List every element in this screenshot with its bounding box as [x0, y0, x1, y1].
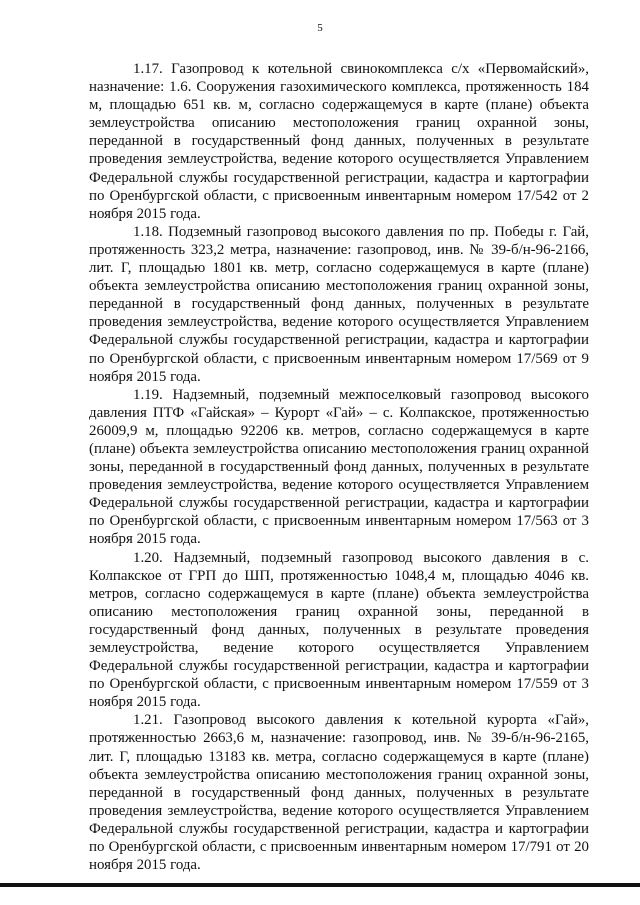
- page-number: 5: [317, 22, 323, 34]
- paragraph-number: 1.19.: [133, 386, 163, 403]
- paragraph-number: 1.18.: [133, 223, 163, 240]
- paragraph-number: 1.21.: [133, 712, 163, 729]
- paragraph-text: Газопровод высокого давления к котельной курорта «Гай», протяженностью 2663,6 м, назначение: газопровод, инв. № 39-б/н-96-2165, лит. Г, площадью 13183 кв. метра, согласно содержащемуся в карте (плане) объекта землеустройства описанию местоположения границ охранной зоны, переданной в государственный фонд данных, полученных в результате проведения землеустройства, ведение которого осуществляется Управлением Федеральной службы государственной регистрации, кадастра и картографии по Оренбургской области, с присвоенным инвентарным номером 17/791 от 20 ноября 2015 года.: [89, 712, 589, 874]
- paragraph-text: Подземный газопровод высокого давления по пр. Победы г. Гай, протяженность 323,2 метра, назначение: газопровод, инв. № 39-б/н-96-2166, лит. Г, площадью 1801 кв. метр, согласно содержащемуся в карте (плане) объекта землеустройства описанию местоположения границ охранной зоны, переданной в государственный фонд данных, полученных в результате проведения землеустройства, ведение которого осуществляется Управлением Федеральной службы государственной регистрации, кадастра и картографии по Оренбургской области, с присвоенным инвентарным номером 17/569 от 9 ноября 2015 года.: [89, 223, 589, 385]
- bottom-rule: [0, 883, 640, 887]
- document-body: [89, 60, 589, 874]
- paragraph-text: Газопровод к котельной свинокомплекса с/х «Первомайский», назначение: 1.6. Сооружения газохимического комплекса, протяженность 184 м, площадью 651 кв. м, согласно содержащемуся в карте (плане) объекта землеустройства описанию местоположения границ охранной зоны, переданной в государственный фонд данных, полученных в результате проведения землеустройства, ведение которого осуществляется Управлением Федеральной службы государственной регистрации, кадастра и картографии по Оренбургской области, с присвоенным инвентарным номером 17/542 от 2 ноября 2015 года.: [89, 61, 589, 222]
- paragraph-number: 1.20.: [133, 549, 163, 566]
- paragraph-number: 1.17.: [133, 61, 163, 77]
- paragraph-1-19: [89, 386, 589, 549]
- paragraph-1-20: [89, 549, 589, 712]
- paragraph-text: Надземный, подземный газопровод высокого давления в с. Колпакское от ГРП до ШП, протяженностью 1048,4 м, площадью 4046 кв. метров, согласно содержащемуся в карте (плане) объекта землеустройства описанию местоположения границ охранной зоны, переданной в государственный фонд данных, полученных в результате проведения землеустройства, ведение которого осуществляется Управлением Федеральной службы государственной регистрации, кадастра и картографии по Оренбургской области, с присвоенным инвентарным номером 17/559 от 3 ноября 2015 года.: [89, 549, 589, 711]
- paragraph-1-18: [89, 223, 589, 386]
- paragraph-1-17: [89, 60, 589, 223]
- paragraph-text: Надземный, подземный межпоселковый газопровод высокого давления ПТФ «Гайская» – Курорт «Гай» – с. Колпакское, протяженностью 26009,9 м, площадью 92206 кв. метров, согласно содержащемуся в карте (плане) объекта землеустройства описанию местоположения границ охранной зоны, переданной в государственный фонд данных, полученных в результате проведения землеустройства, ведение которого осуществляется Управлением Федеральной службы государственной регистрации, кадастра и картографии по Оренбургской области, с присвоенным инвентарным номером 17/563 от 3 ноября 2015 года.: [89, 386, 589, 548]
- paragraph-1-21: [89, 711, 589, 874]
